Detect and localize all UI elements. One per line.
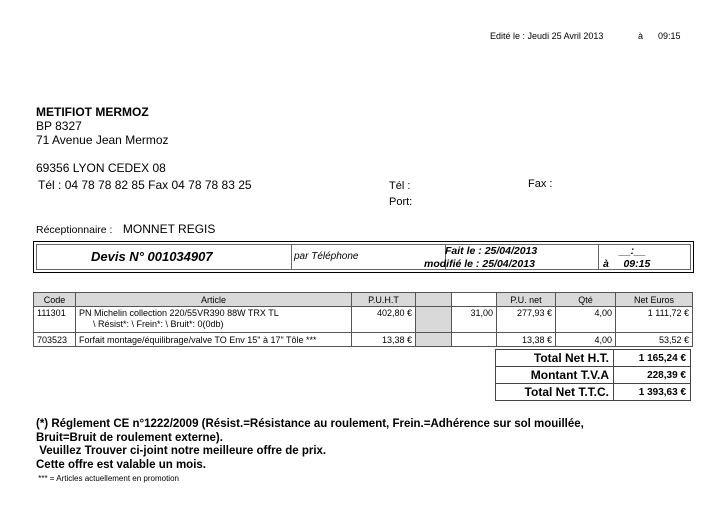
total-ht-label: Total Net H.T. bbox=[496, 350, 614, 367]
edit-time: 09:15 bbox=[658, 31, 681, 41]
edit-at-label: à bbox=[638, 31, 644, 41]
sender-phone-line bbox=[38, 178, 252, 192]
tel-value: 04 78 78 82 85 bbox=[64, 178, 145, 192]
row-shaded bbox=[416, 307, 452, 333]
row-article-line1: PN Michelin collection 220/55VR390 88W TRX TL bbox=[79, 308, 279, 318]
edit-label: Edité le : bbox=[490, 31, 526, 41]
fait-date: 25/04/2013 bbox=[484, 245, 538, 257]
receptionnaire-name: MONNET REGIS bbox=[122, 222, 216, 236]
note-line-4: Cette offre est valable un mois. bbox=[36, 458, 206, 471]
note-line-1: (*) Réglement CE n°1222/2009 (Résist.=Résistance au roulement, Frein.=Adhérence sur sol mouillée, bbox=[36, 418, 584, 430]
row-qte: 4,00 bbox=[556, 307, 616, 333]
row-puht: 402,80 € bbox=[352, 307, 416, 333]
tel-label: Tél : bbox=[38, 178, 62, 192]
modif-date: 25/04/2013 bbox=[482, 258, 535, 270]
header-puht: P.U.H.T bbox=[352, 293, 416, 307]
header-code: Code bbox=[34, 293, 76, 307]
devis-modif-line bbox=[424, 258, 535, 270]
total-ttc-row bbox=[496, 384, 691, 401]
totals-table bbox=[495, 349, 691, 401]
recipient-fax-label: Fax : bbox=[528, 178, 553, 190]
fax-label: Fax bbox=[148, 178, 169, 192]
header-net: Net Euros bbox=[616, 293, 693, 307]
table-header-row bbox=[34, 293, 693, 307]
devis-fait-line bbox=[445, 245, 537, 257]
row-shaded bbox=[416, 333, 452, 347]
row-code: 703523 bbox=[34, 333, 76, 347]
table-row bbox=[34, 333, 693, 347]
notes-block bbox=[36, 418, 584, 486]
row-puht: 13,38 € bbox=[352, 333, 416, 347]
header-qte: Qté bbox=[556, 293, 616, 307]
total-tva-value: 228,39 € bbox=[614, 367, 691, 384]
devis-separator bbox=[291, 245, 292, 269]
row-code: 111301 bbox=[34, 307, 76, 333]
items-table bbox=[33, 292, 693, 347]
header-empty bbox=[416, 293, 452, 307]
total-ht-row bbox=[496, 350, 691, 367]
row-remise: 31,00 bbox=[452, 307, 497, 333]
devis-time: 09:15 bbox=[623, 258, 651, 270]
devis-number: Devis N° 001034907 bbox=[91, 249, 213, 264]
fax-value: 04 78 78 83 25 bbox=[171, 178, 252, 192]
edit-date-line bbox=[490, 31, 603, 41]
recipient-port-label: Port: bbox=[389, 196, 413, 208]
header-article: Article bbox=[76, 293, 352, 307]
row-article bbox=[76, 307, 352, 333]
edit-date: Jeudi 25 Avril 2013 bbox=[527, 31, 604, 41]
devis-channel: par Téléphone bbox=[294, 251, 359, 262]
devis-time-line bbox=[603, 258, 650, 270]
edit-time-line bbox=[638, 31, 681, 41]
devis-inner-box bbox=[36, 244, 691, 270]
table-row bbox=[34, 307, 693, 333]
total-tva-row bbox=[496, 367, 691, 384]
devis-time-blank: __:__ bbox=[619, 245, 646, 257]
receptionnaire-line bbox=[36, 220, 215, 238]
address-line-2: 71 Avenue Jean Mermoz bbox=[36, 133, 169, 147]
row-pu-net: 277,93 € bbox=[497, 307, 556, 333]
row-qte: 4,00 bbox=[556, 333, 616, 347]
note-line-5: *** = Articles actuellement en promotion bbox=[36, 474, 179, 484]
time-label: à bbox=[603, 258, 609, 270]
total-tva-label: Montant T.V.A bbox=[496, 367, 614, 384]
modif-label: modifié le : bbox=[424, 258, 480, 270]
address-city: 69356 LYON CEDEX 08 bbox=[36, 161, 166, 175]
row-article: Forfait montage/équilibrage/valve TO Env 15" à 17" Tôle *** bbox=[76, 333, 352, 347]
receptionnaire-label: Réceptionnaire : bbox=[36, 224, 113, 236]
row-pu-net: 13,38 € bbox=[497, 333, 556, 347]
fait-label: Fait le : bbox=[445, 245, 482, 257]
address-line-1: BP 8327 bbox=[36, 119, 82, 133]
total-ht-value: 1 165,24 € bbox=[614, 350, 691, 367]
header-remise bbox=[452, 293, 497, 307]
devis-box bbox=[33, 241, 694, 273]
note-line-2: Bruit=Bruit de roulement externe). bbox=[36, 431, 223, 444]
row-remise bbox=[452, 333, 497, 347]
row-net: 1 111,72 € bbox=[616, 307, 693, 333]
header-pu-net: P.U. net bbox=[497, 293, 556, 307]
devis-separator bbox=[598, 245, 599, 269]
row-article-line2: \ Résist*: \ Frein*: \ Bruit*: 0(0db) bbox=[93, 319, 224, 329]
company-name: METIFIOT MERMOZ bbox=[36, 105, 149, 119]
total-ttc-value: 1 393,63 € bbox=[614, 384, 691, 401]
recipient-tel-label: Tél : bbox=[389, 180, 411, 192]
total-ttc-label: Total Net T.T.C. bbox=[496, 384, 614, 401]
note-line-3: Veuillez Trouver ci-joint notre meilleure offre de prix. bbox=[36, 445, 327, 458]
row-net: 53,52 € bbox=[616, 333, 693, 347]
